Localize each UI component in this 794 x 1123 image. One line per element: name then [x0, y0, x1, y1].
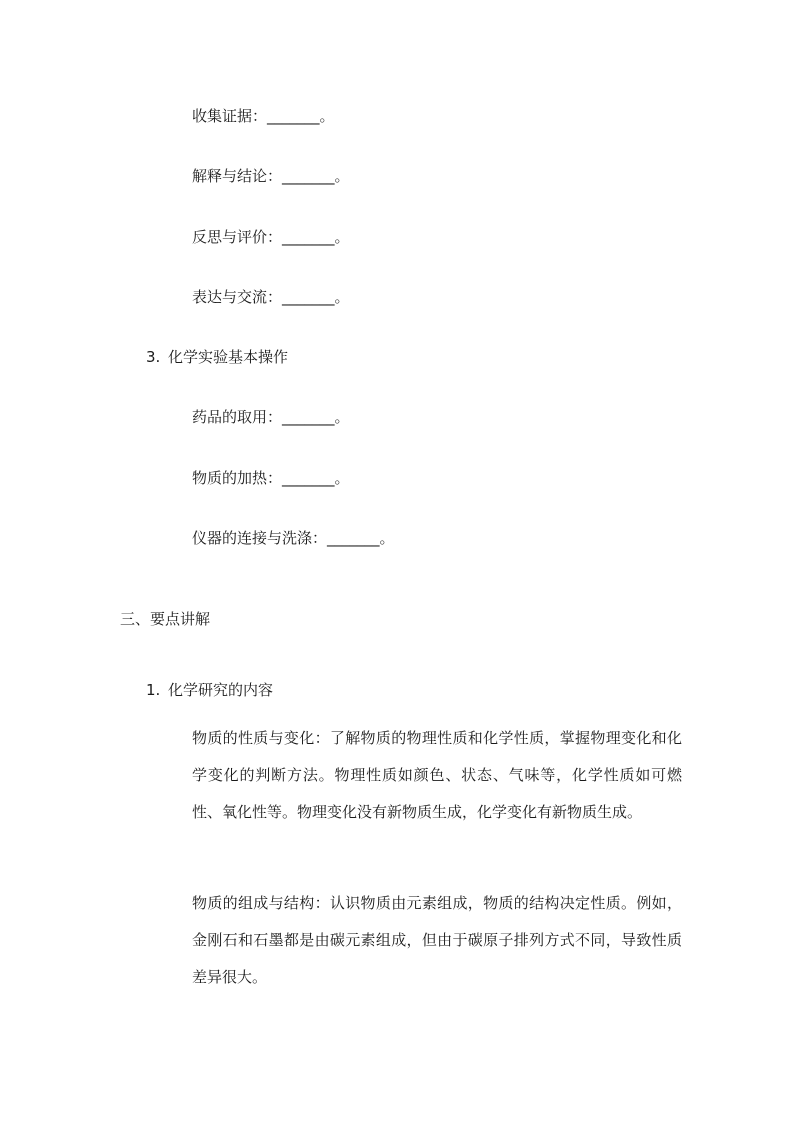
section-3-title: 三、要点讲解	[120, 610, 211, 628]
collect-evidence-line: 收集证据：_______。	[192, 107, 335, 125]
substance-heating-line: 物质的加热：_______。	[192, 469, 350, 487]
item-3-number: 3.	[146, 348, 161, 366]
explain-conclude-line: 解释与结论：_______。	[192, 167, 350, 185]
instrument-connect-line: 仪器的连接与洗涤：_______。	[192, 529, 395, 547]
composition-structure-paragraph: 物质的组成与结构：认识物质由元素组成，物质的结构决定性质。例如，金刚石和石墨都是由碳元素组成，但由于碳原子排列方式不同，导致性质差异很大。	[192, 894, 682, 986]
properties-changes-paragraph: 物质的性质与变化：了解物质的物理性质和化学性质，掌握物理变化和化学变化的判断方法。物理性质如颜色、状态、气味等，化学性质如可燃性、氧化性等。物理变化没有新物质生成，化学变化有新物质生成。	[192, 729, 682, 821]
reflect-evaluate-line: 反思与评价：_______。	[192, 228, 350, 246]
item-1-number: 1.	[146, 681, 161, 699]
reagent-taking-line: 药品的取用：_______。	[192, 408, 350, 426]
item-1-title: 化学研究的内容	[168, 681, 274, 699]
express-communicate-line: 表达与交流：_______。	[192, 288, 350, 306]
item-3-heading	[146, 347, 288, 367]
item-1-heading	[146, 680, 273, 700]
item-3-title: 化学实验基本操作	[168, 348, 289, 366]
